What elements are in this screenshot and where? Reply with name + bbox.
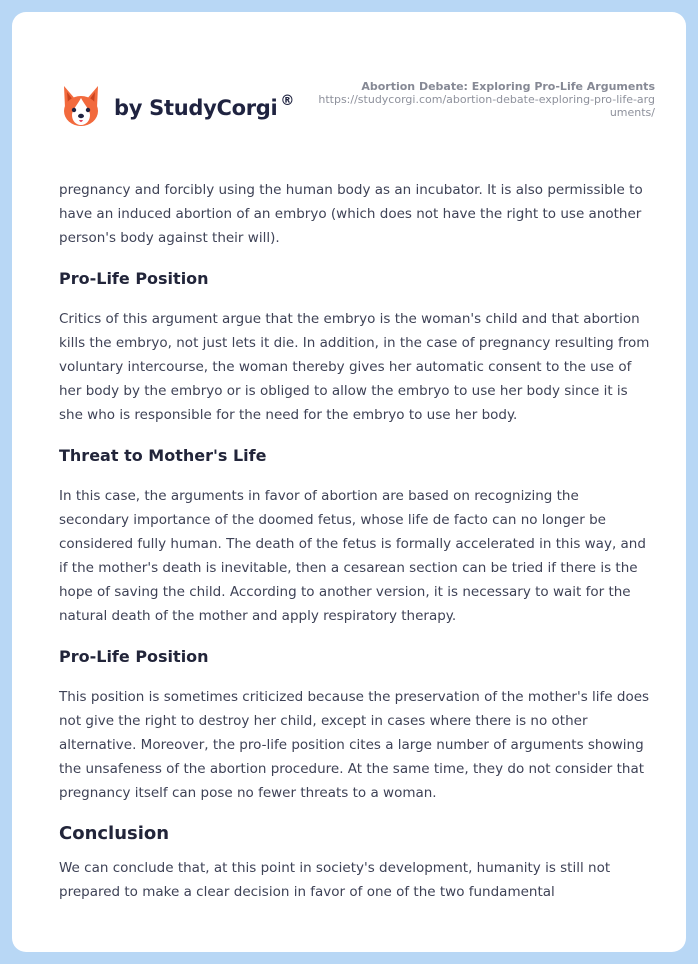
section-paragraph-conclusion: We can conclude that, at this point in society's development, humanity is still not prepared to make a clear decision in favor of one of the two fundamental (59, 860, 611, 900)
section-heading-conclusion: Conclusion (59, 823, 170, 844)
intro-paragraph: pregnancy and forcibly using the human body as an incubator. It is also permissible to have an induced abortion of an embryo (which does not have the right to use another person's body against their will). (59, 182, 643, 246)
studycorgi-logo[interactable] (60, 74, 294, 138)
corgi-icon (60, 84, 102, 128)
section-heading-pro-life-1: Pro-Life Position (59, 269, 209, 288)
article-body (59, 178, 651, 904)
registered-mark: ® (280, 93, 295, 109)
section-paragraph-pro-life-2: This position is sometimes criticized because the preservation of the mother's life does not give the right to destroy her child, except in cases where there is no other alternative. Moreover, the pro-life position cites a large number of arguments showing the unsafeness of the abortion procedure. At the same time, they do not consider that pregnancy itself can pose no fewer threats to a woman. (59, 689, 650, 801)
section-heading-threat: Threat to Mother's Life (59, 446, 267, 465)
document-page (12, 12, 686, 952)
document-meta (315, 80, 655, 119)
document-title: Abortion Debate: Exploring Pro-Life Arguments (361, 80, 655, 93)
section-paragraph-pro-life-1: Critics of this argument argue that the embryo is the woman's child and that abortion kills the embryo, not just lets it die. In addition, in the case of pregnancy resulting from voluntary intercourse, the woman thereby gives her automatic consent to the use of her body by the embryo or is obliged to allow the embryo to use her body since it is she who is responsible for the need for the embryo to use her body. (59, 311, 650, 423)
brand-name: by StudyCorgi ® (114, 93, 295, 120)
section-paragraph-threat: In this case, the arguments in favor of abortion are based on recognizing the secondary importance of the doomed fetus, whose life de facto can no longer be considered fully human. The death of the fetus is formally accelerated in this way, and if the mother's death is inevitable, then a cesarean section can be tried if there is the hope of saving the child. According to another version, it is necessary to wait for the natural death of the mother and apply respiratory therapy. (59, 488, 646, 624)
document-url[interactable]: https://studycorgi.com/abortion-debate-exploring-pro-life-arguments/ (318, 93, 655, 119)
section-heading-pro-life-2: Pro-Life Position (59, 647, 209, 666)
